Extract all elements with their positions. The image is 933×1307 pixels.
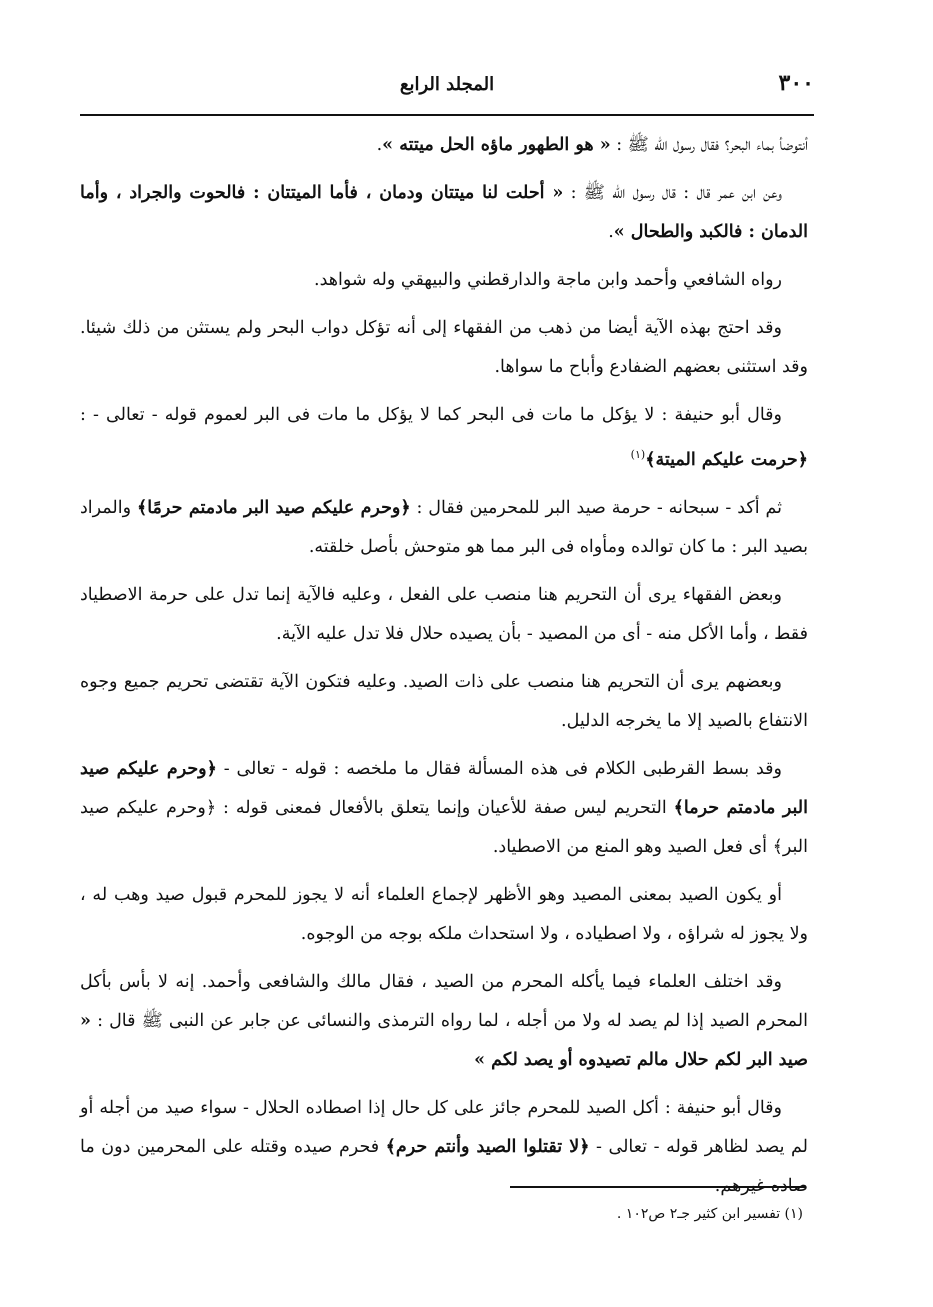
paragraph: [80, 261, 808, 300]
paragraph-text: ثم أكد - سبحانه - حرمة صيد البر للمحرمين فقال :: [410, 497, 782, 518]
running-title: المجلد الرابع: [399, 74, 495, 95]
paragraph-text: رواه الشافعي وأحمد وابن ماجة والدارقطني والبيهقي وله شواهد.: [314, 270, 782, 290]
paragraph-text: أنتوضأ بماء البحر؟ فقال رسول الله ﷺ :: [610, 135, 808, 155]
paragraph-continuation: .: [376, 135, 383, 155]
footnote: (١) تفسير ابن كثير جـ٢ ص١٠٢ .: [616, 1206, 803, 1222]
paragraph-text: أو يكون الصيد بمعنى المصيد وهو الأظهر لإجماع العلماء أنه لا يجوز للمحرم قبول صيد وهب له ، ولا يجوز له شراؤه ، ولا اصطياده ، ولا استحداث ملكه بوجه من الوجوه.: [80, 884, 808, 944]
quotation: « أحلت لنا ميتتان ودمان ، فأما الميتتان : فالحوت والجراد ، وأما الدمان : فالكبد والطحال »: [80, 183, 808, 242]
paragraph: [80, 396, 808, 480]
paragraph-continuation: .: [608, 222, 614, 242]
quotation: ﴿لا تقتلوا الصيد وأنتم حرم﴾: [385, 1136, 590, 1157]
paragraph-continuation: فحرم صيده وقتله على المحرمين دون ما صاده غيرهم.: [80, 1136, 808, 1196]
paragraph-continuation: التحريم ليس صفة للأعيان وإنما يتعلق بالأفعال فمعنى قوله : ﴿وحرم عليكم صيد البر﴾ أى فعل الصيد وهو المنع من الاصطياد.: [80, 797, 808, 857]
paragraph: [80, 963, 808, 1080]
paragraph-text: وبعضهم يرى أن التحريم هنا منصب على ذات الصيد. وعليه فتكون الآية تقتضى تحريم جميع وجوه الانتفاع بالصيد إلا ما يخرجه الدليل.: [80, 671, 808, 731]
page-header: [80, 66, 814, 116]
paragraph-text: وعن ابن عمر قال : قال رسول الله ﷺ :: [563, 183, 782, 203]
paragraph: [80, 174, 808, 252]
body-text: [80, 126, 808, 1215]
footnote-reference: (١): [630, 448, 646, 461]
paragraph: [80, 489, 808, 567]
paragraph-text: وقد بسط القرطبى الكلام فى هذه المسألة فقال ما ملخصه : قوله - تعالى -: [216, 758, 782, 779]
paragraph-continuation: والمراد بصيد البر : ما كان توالده ومأواه فى البر مما هو متوحش بأصل خلقته.: [80, 497, 808, 557]
paragraph: [80, 876, 808, 954]
paragraph-text: وقد اختلف العلماء فيما يأكله المحرم من الصيد ، فقال مالك والشافعى وأحمد. إنه لا بأس بأكل المحرم الصيد إذا لم يصد له ولا من أجله ، لما رواه الترمذى والنسائى عن جابر عن النبى ﷺ قال :: [80, 971, 808, 1031]
quotation: « صيد البر لكم حلال مالم تصيدوه أو يصد لكم »: [80, 1010, 808, 1070]
paragraph: [80, 576, 808, 654]
paragraph: [80, 663, 808, 741]
paragraph: [80, 126, 808, 165]
quotation: « هو الطهور ماؤه الحل ميتته »: [382, 135, 611, 155]
paragraph-text: وبعض الفقهاء يرى أن التحريم هنا منصب على الفعل ، وعليه فالآية إنما تدل على حرمة الاصطياد فقط ، وأما الأكل منه - أى من المصيد - بأن يصيده حلال فلا تدل عليه الآية.: [80, 584, 808, 644]
quotation: ﴿وحرم عليكم صيد البر مادمتم حرما﴾: [80, 758, 808, 818]
paragraph: [80, 309, 808, 387]
quotation: ﴿حرمت عليكم الميتة﴾: [645, 449, 808, 470]
paragraph-text: وقال أبو حنيفة : أكل الصيد للمحرم جائز على كل حال إذا اصطاده الحلال - سواء صيد من أجله أو لم يصد لظاهر قوله - تعالى -: [80, 1097, 808, 1157]
quotation: ﴿وحرم عليكم صيد البر مادمتم حرمًا﴾: [136, 497, 411, 518]
page-number: ٣٠٠: [778, 70, 814, 96]
footnote-divider: [510, 1186, 806, 1188]
paragraph: [80, 1089, 808, 1206]
paragraph-text: وقد احتج بهذه الآية أيضا من ذهب من الفقهاء إلى أنه تؤكل دواب البحر ولم يستثن من ذلك شيئا. وقد استثنى بعضهم الضفادع وأباح ما سواها.: [80, 318, 808, 377]
paragraph: [80, 750, 808, 867]
paragraph-text: وقال أبو حنيفة : لا يؤكل ما مات فى البحر كما لا يؤكل ما مات فى البر لعموم قوله - تعالى - :: [80, 405, 782, 425]
